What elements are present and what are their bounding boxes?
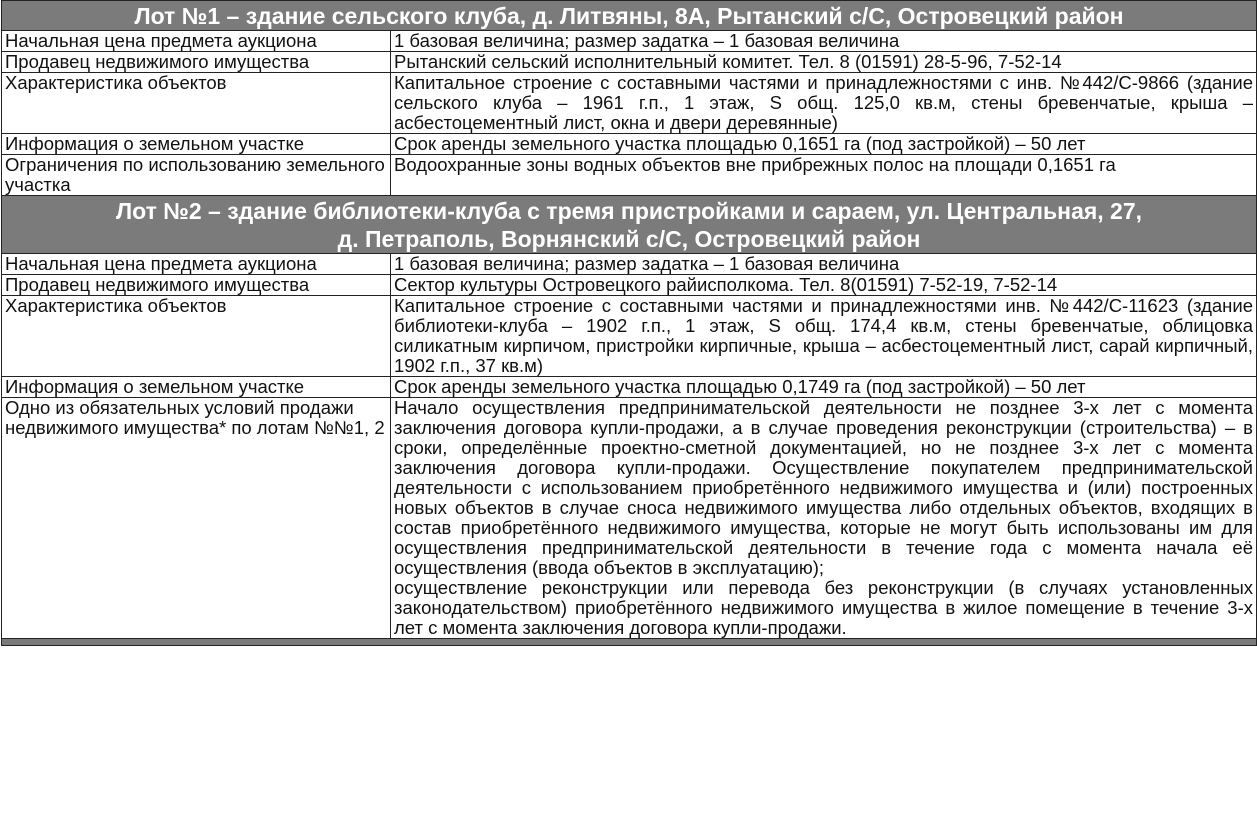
footer-band-cell	[2, 639, 1257, 646]
conditions-row	[2, 398, 1257, 639]
table-row	[2, 296, 1257, 377]
row-value: Срок аренды земельного участка площадью 0,1749 га (под застройкой) – 50 лет	[391, 377, 1257, 398]
conditions-value-part2: осуществление реконструкции или перевода без реконструкции (в случаях установленных законодательством) приобретённого недвижимого имущества в жилое помещение в течение 3-х лет с момента заключения договора купли-продажи.	[394, 577, 1254, 638]
row-label: Характеристика объектов	[2, 296, 391, 377]
row-label: Продавец недвижимого имущества	[2, 52, 391, 73]
row-value: 1 базовая величина; размер задатка – 1 базовая величина	[391, 254, 1257, 275]
row-label: Информация о земельном участке	[2, 134, 391, 155]
row-value: Капитальное строение с составными частями и принадлежностями с инв. №442/С-9866 (здание сельского клуба – 1961 г.п., 1 этаж, S общ. 125,0 кв.м, стены бревенчатые, крыша – асбестоцементный лист, окна и двери деревянные)	[391, 73, 1257, 134]
table-row	[2, 377, 1257, 398]
conditions-value-part1: Начало осуществления предпринимательской деятельности не позднее 3-х лет с момента заключения договора купли-продажи, а в случае проведения реконструкции (строительства) – в сроки, определённые проектно-сметной документацией, но не позднее 3-х лет с момента заключения договора купли-продажи. Осуществление покупателем предпринимательской деятельности с использованием приобретённого недвижимого имущества и (или) построенных новых объектов в случае сноса недвижимого имущества либо отдельных объектов, входящих в состав приобретённого недвижимого имущества, которые не могут быть использованы им для осуществления предпринимательской деятельности в течение года с момента начала её осуществления (ввода объектов в эксплуатацию);	[394, 397, 1254, 578]
row-value: Рытанский сельский исполнительный комитет. Тел. 8 (01591) 28-5-96, 7-52-14	[391, 52, 1257, 73]
row-label: Информация о земельном участке	[2, 377, 391, 398]
conditions-label: Одно из обязательных условий продажи недвижимого имущества* по лотам №№1, 2	[2, 398, 391, 639]
auction-lots-table	[1, 0, 1257, 646]
conditions-value	[391, 398, 1257, 639]
lot2-title-line2: д. Петраполь, Ворнянский с/С, Островецкий район	[337, 226, 921, 252]
footer-band	[2, 639, 1257, 646]
row-label: Характеристика объектов	[2, 73, 391, 134]
row-label: Ограничения по использованию земельного участка	[2, 155, 391, 196]
row-value: Срок аренды земельного участка площадью 0,1651 га (под застройкой) – 50 лет	[391, 134, 1257, 155]
row-label: Начальная цена предмета аукциона	[2, 254, 391, 275]
lot1-header-row	[2, 1, 1257, 31]
lot2-title-line1: Лот №2 – здание библиотеки-клуба с тремя пристройками и сараем, ул. Центральная, 27,	[115, 198, 1143, 224]
table-row	[2, 254, 1257, 275]
row-label: Продавец недвижимого имущества	[2, 275, 391, 296]
lot1-title: Лот №1 – здание сельского клуба, д. Литвяны, 8А, Рытанский с/С, Островецкий район	[2, 1, 1257, 31]
row-value: Сектор культуры Островецкого райисполкома. Тел. 8(01591) 7-52-19, 7-52-14	[391, 275, 1257, 296]
table-row	[2, 52, 1257, 73]
table-row	[2, 73, 1257, 134]
table-row	[2, 31, 1257, 52]
row-value: Капитальное строение с составными частями и принадлежностями инв. №442/С-11623 (здание библиотеки-клуба – 1902 г.п., 1 этаж, S общ. 174,4 кв.м, стены бревенчатые, облицовка силикатным кирпичом, пристройки кирпичные, крыша – асбестоцементный лист, сарай кирпичный, 1902 г.п., 37 кв.м)	[391, 296, 1257, 377]
lot2-header-row	[2, 196, 1257, 254]
table-row	[2, 155, 1257, 196]
table-row	[2, 134, 1257, 155]
row-value: Водоохранные зоны водных объектов вне прибрежных полос на площади 0,1651 га	[391, 155, 1257, 196]
row-value: 1 базовая величина; размер задатка – 1 базовая величина	[391, 31, 1257, 52]
row-label: Начальная цена предмета аукциона	[2, 31, 391, 52]
table-row	[2, 275, 1257, 296]
lot2-title	[2, 196, 1257, 254]
